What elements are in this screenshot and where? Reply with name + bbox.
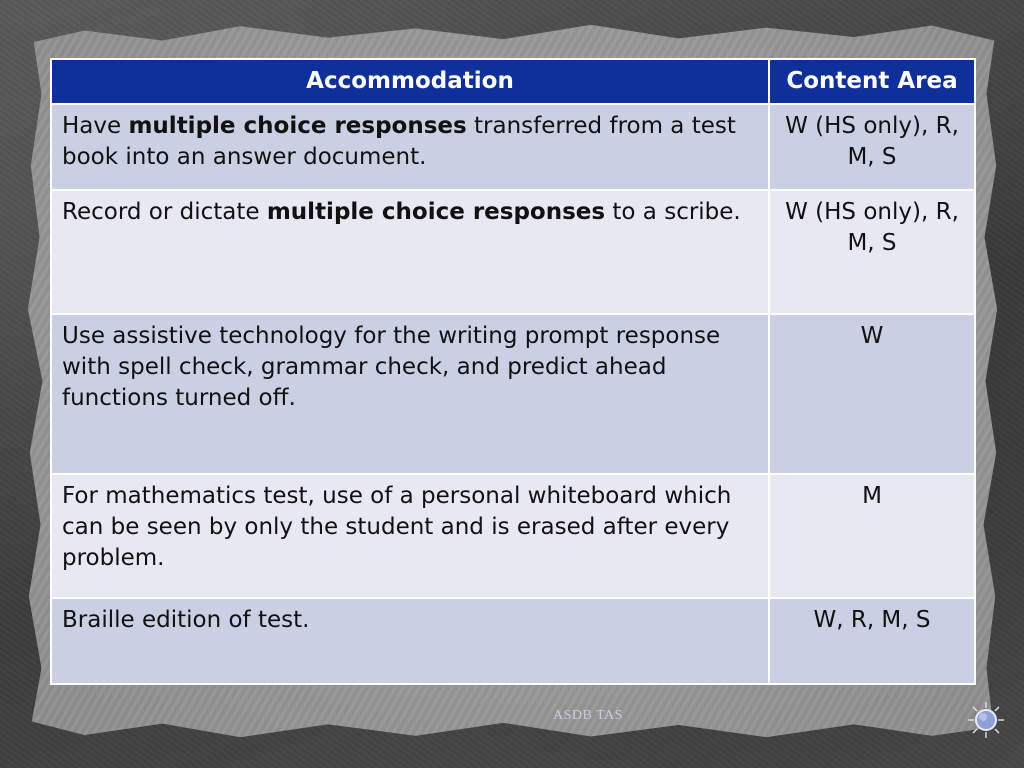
accommodation-cell: For mathematics test, use of a personal whiteboard which can be seen by only the student and is erased after every problem. [51, 474, 769, 598]
header-accommodation: Accommodation [51, 59, 769, 104]
table-header-row [51, 59, 975, 104]
table-row [51, 104, 975, 190]
table-row [51, 190, 975, 314]
accommodations-table [50, 58, 976, 685]
accommodation-bold-text: multiple choice responses [128, 113, 467, 139]
accommodation-cell [51, 190, 769, 314]
table-row [51, 598, 975, 684]
accommodation-bold-text: multiple choice responses [266, 199, 606, 225]
accommodation-cell: Braille edition of test. [51, 598, 769, 684]
table-row [51, 314, 975, 474]
table-row [51, 474, 975, 598]
sun-nav-icon[interactable] [966, 700, 1006, 740]
content-area-cell: W (HS only), R, M, S [769, 104, 975, 190]
accommodation-text: to a scribe. [605, 199, 741, 225]
header-content-area: Content Area [769, 59, 975, 104]
content-area-cell: W [769, 314, 975, 474]
content-area-cell: W (HS only), R, M, S [769, 190, 975, 314]
accommodation-text: Have [62, 113, 129, 139]
accommodation-cell: Use assistive technology for the writing prompt response with spell check, grammar check, and predict ahead functions turned off. [51, 314, 769, 474]
content-area-cell: W, R, M, S [769, 598, 975, 684]
accommodation-text: Record or dictate [62, 199, 267, 225]
slide-footer: ASDB TAS [553, 708, 623, 723]
accommodation-text: transferred from a test book into an answer document. [62, 113, 736, 170]
content-area-cell: M [769, 474, 975, 598]
accommodation-cell [51, 104, 769, 190]
